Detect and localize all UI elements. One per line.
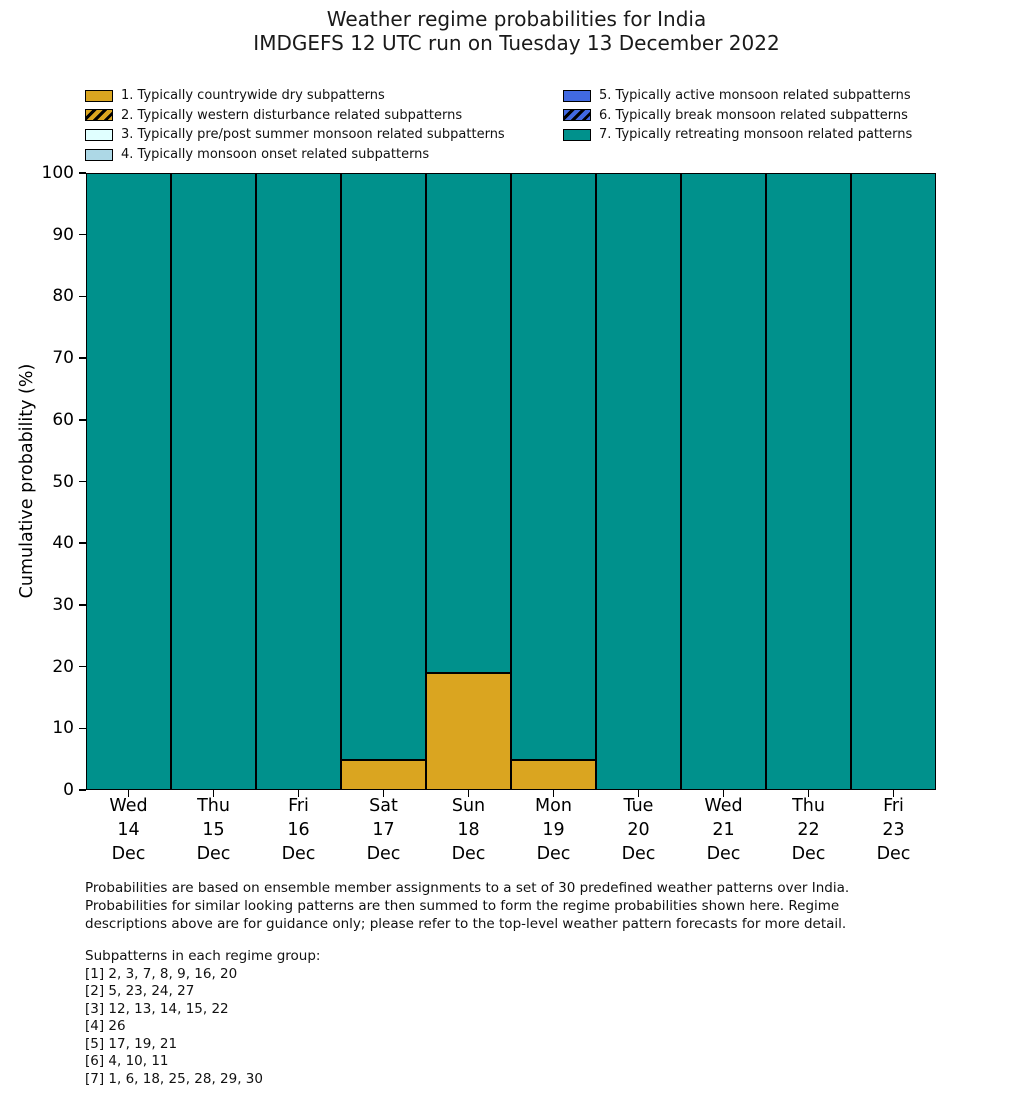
- y-tick-mark: [79, 234, 86, 236]
- footer-line: Probabilities are based on ensemble member assignments to a set of 30 predefined weather patterns over India.: [85, 880, 850, 896]
- bar-segment: [681, 173, 766, 790]
- y-tick-label: 40: [52, 533, 74, 554]
- x-tick-label-line: Thu: [197, 796, 230, 816]
- y-tick-mark: [79, 481, 86, 483]
- x-tick-label-line: Wed: [704, 796, 743, 816]
- color-swatch-icon: [85, 149, 113, 161]
- x-tick-label: [851, 794, 936, 866]
- bar-column: [596, 173, 681, 790]
- subpattern-group: [2] 5, 23, 24, 27: [85, 983, 195, 999]
- x-tick-label: [86, 794, 171, 866]
- x-tick-label: [171, 794, 256, 866]
- x-tick-label-line: Dec: [536, 844, 571, 864]
- y-tick-label: 100: [41, 163, 74, 183]
- legend-item-label: 2. Typically western disturbance related subpatterns: [121, 107, 463, 123]
- bar-column: [851, 173, 936, 790]
- x-tick-label-line: 19: [542, 820, 565, 840]
- x-tick-label-line: 17: [372, 820, 395, 840]
- y-tick-label: 90: [52, 224, 74, 245]
- footer-line: Probabilities for similar looking patterns are then summed to form the regime probabilities shown here. Regime: [85, 898, 840, 915]
- bar-segment: [86, 173, 171, 790]
- bar-column: [681, 173, 766, 790]
- x-tick-label: [511, 794, 596, 866]
- subpattern-group: [6] 4, 10, 11: [85, 1053, 169, 1069]
- y-tick-label: 60: [52, 409, 74, 430]
- bar-column: [171, 173, 256, 790]
- y-axis-label: Cumulative probability (%): [17, 363, 37, 599]
- x-tick-label-line: 18: [457, 820, 480, 840]
- bar-segment: [171, 173, 256, 790]
- x-tick-label: [766, 794, 851, 866]
- y-tick-label: 20: [52, 656, 74, 677]
- chart-subtitle: IMDGEFS 12 UTC run on Tuesday 13 December 2022: [253, 31, 780, 55]
- bar-column: [426, 173, 511, 790]
- x-tick-label: [426, 794, 511, 866]
- x-tick-label-line: 15: [202, 820, 225, 840]
- x-tick-label-line: Fri: [288, 796, 309, 816]
- legend-column-right: [563, 86, 912, 145]
- x-tick-label-line: 23: [882, 820, 905, 840]
- chart-title: Weather regime probabilities for India: [326, 7, 707, 31]
- x-tick-label: [256, 794, 341, 866]
- x-tick-label-line: 22: [797, 820, 820, 840]
- x-tick-label-line: Dec: [876, 844, 911, 864]
- x-tick-label-line: Wed: [109, 796, 148, 816]
- hatched-swatch-icon: [563, 109, 591, 121]
- x-tick-label-line: Dec: [366, 844, 401, 864]
- color-swatch-icon: [85, 129, 113, 141]
- y-tick-mark: [79, 604, 86, 606]
- bar-segment: [426, 673, 511, 790]
- y-tick-label: 30: [52, 594, 74, 615]
- bar-segment: [511, 173, 596, 760]
- chart-title-block: [0, 7, 1033, 55]
- x-tick-label: [681, 794, 766, 866]
- x-tick-label: [596, 794, 681, 866]
- legend-item-label: 4. Typically monsoon onset related subpatterns: [121, 147, 430, 163]
- y-tick-label: 10: [52, 718, 74, 739]
- subpatterns-list: [85, 948, 320, 1088]
- x-tick-label-line: 20: [627, 820, 650, 840]
- bar-column: [86, 173, 171, 790]
- bar-segment: [341, 173, 426, 760]
- legend-item: [85, 125, 505, 145]
- x-tick-label-line: Dec: [111, 844, 146, 864]
- y-tick-mark: [79, 728, 86, 730]
- legend-item: [85, 145, 505, 165]
- legend-item: [563, 86, 912, 106]
- hatched-swatch-icon: [85, 109, 113, 121]
- bar-column: [511, 173, 596, 790]
- x-tick-label: [341, 794, 426, 866]
- bar-segment: [596, 173, 681, 790]
- legend-item-label: 6. Typically break monsoon related subpatterns: [599, 107, 908, 123]
- plot-area: [86, 173, 936, 790]
- legend-item-label: 5. Typically active monsoon related subpatterns: [599, 88, 911, 104]
- x-tick-label-line: Tue: [623, 796, 654, 816]
- footer-line: descriptions above are for guidance only; please refer to the top-level weather pattern forecasts for more detail.: [85, 916, 847, 933]
- y-tick-label: 70: [52, 348, 74, 369]
- subpattern-group: [7] 1, 6, 18, 25, 28, 29, 30: [85, 1070, 263, 1087]
- y-tick-mark: [79, 419, 86, 421]
- y-tick-label: 50: [52, 471, 74, 492]
- color-swatch-icon: [85, 90, 113, 102]
- legend-item: [85, 86, 505, 106]
- legend-item: [563, 125, 912, 145]
- x-tick-label-line: Thu: [792, 796, 825, 816]
- x-tick-label-line: Dec: [451, 844, 486, 864]
- legend-item-label: 1. Typically countrywide dry subpatterns: [121, 88, 385, 104]
- bar-segment: [511, 760, 596, 790]
- y-tick-mark: [79, 172, 86, 174]
- legend-item: [85, 106, 505, 126]
- x-tick-label-line: Sun: [451, 796, 486, 816]
- bar-column: [766, 173, 851, 790]
- legend-item: [563, 106, 912, 126]
- x-tick-label-line: Dec: [791, 844, 826, 864]
- color-swatch-icon: [563, 129, 591, 141]
- bar-column: [256, 173, 341, 790]
- x-tick-label-line: 14: [117, 820, 140, 840]
- y-tick-label: 0: [63, 780, 74, 800]
- bar-segment: [766, 173, 851, 790]
- bar-segment: [256, 173, 341, 790]
- subpattern-group: [1] 2, 3, 7, 8, 9, 16, 20: [85, 965, 238, 982]
- subpatterns-heading: Subpatterns in each regime group:: [85, 948, 321, 964]
- footer-paragraph: [85, 879, 849, 934]
- x-tick-label-line: Dec: [281, 844, 316, 864]
- x-tick-label-line: Fri: [883, 796, 904, 816]
- bar-segment: [426, 173, 511, 673]
- y-tick-mark: [79, 296, 86, 298]
- x-tick-label-line: Dec: [621, 844, 656, 864]
- y-tick-label: 80: [52, 286, 74, 307]
- x-tick-label-line: Sat: [369, 796, 398, 816]
- y-tick-mark: [79, 789, 86, 791]
- subpattern-group: [4] 26: [85, 1018, 126, 1034]
- x-tick-label-line: Dec: [196, 844, 231, 864]
- subpattern-group: [5] 17, 19, 21: [85, 1035, 178, 1052]
- x-tick-label-line: 16: [287, 820, 310, 840]
- y-tick-mark: [79, 542, 86, 544]
- legend-item-label: 3. Typically pre/post summer monsoon related subpatterns: [121, 127, 505, 143]
- legend-item-label: 7. Typically retreating monsoon related patterns: [599, 127, 913, 143]
- bar-segment: [851, 173, 936, 790]
- legend-column-left: [85, 86, 505, 164]
- bar-segment: [341, 760, 426, 790]
- x-tick-label-line: Mon: [535, 796, 572, 816]
- x-tick-label-line: 21: [712, 820, 735, 840]
- y-tick-mark: [79, 666, 86, 668]
- bar-column: [341, 173, 426, 790]
- subpattern-group: [3] 12, 13, 14, 15, 22: [85, 1000, 229, 1017]
- color-swatch-icon: [563, 90, 591, 102]
- y-tick-mark: [79, 357, 86, 359]
- x-tick-label-line: Dec: [706, 844, 741, 864]
